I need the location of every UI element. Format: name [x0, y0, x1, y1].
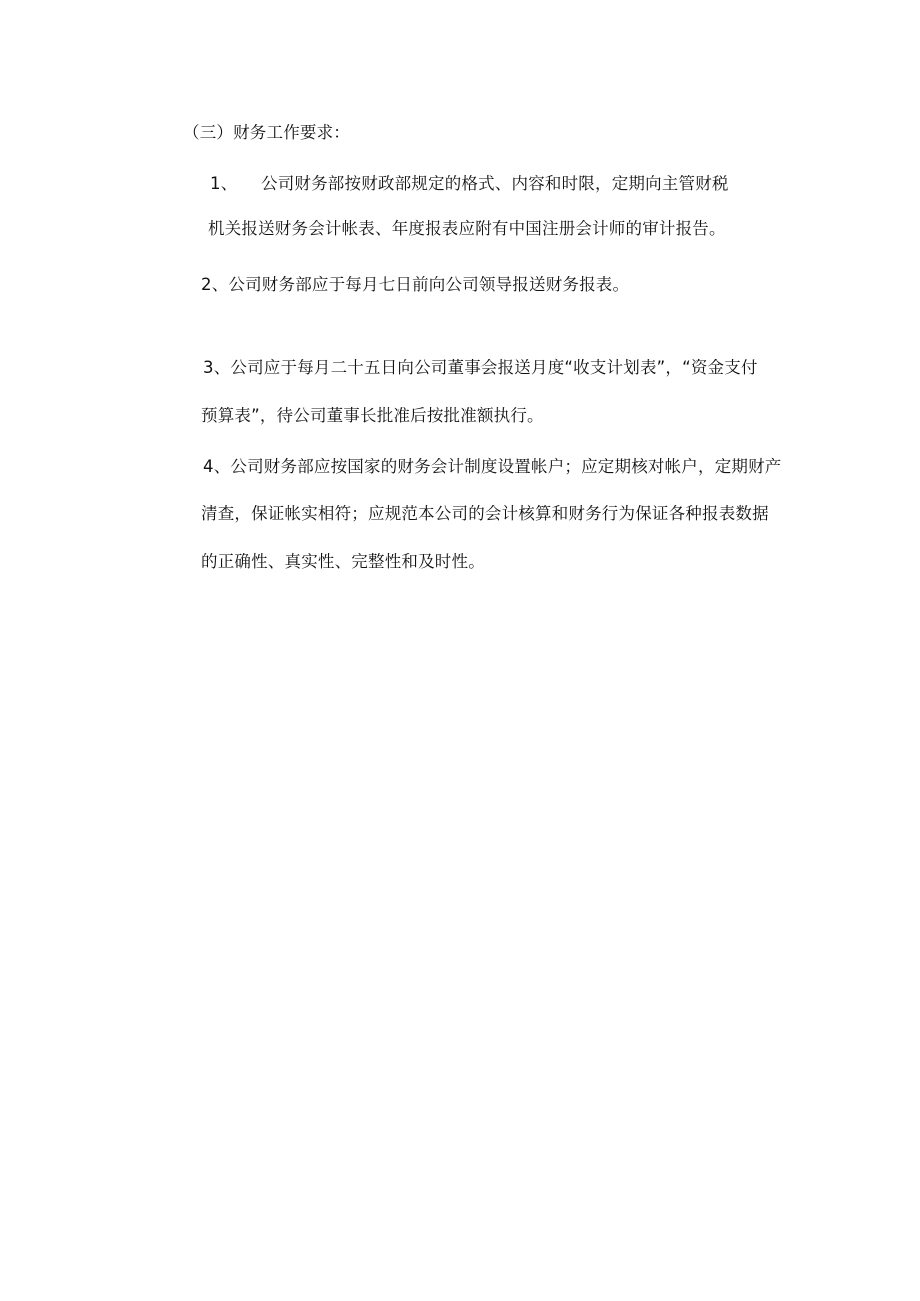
item-4-line-1: 4、公司财务部应按国家的财务会计制度设置帐户；应定期核对帐户，定期财产: [203, 457, 782, 476]
section-heading: （三）财务工作要求：: [183, 123, 350, 142]
item-2-line-1: 2、公司财务部应于每月七日前向公司领导报送财务报表。: [201, 275, 630, 294]
item-1-line-2: 机关报送财务会计帐表、年度报表应附有中国注册会计师的审计报告。: [208, 219, 726, 238]
item-4-line-3: 的正确性、真实性、完整性和及时性。: [201, 552, 485, 571]
item-3-line-2: 预算表”，待公司董事长批准后按批准额执行。: [201, 406, 544, 425]
item-3-line-1: 3、公司应于每月二十五日向公司董事会报送月度“收支计划表”，“资金支付: [203, 358, 758, 377]
item-4-line-2: 清查，保证帐实相符；应规范本公司的会计核算和财务行为保证各种报表数据: [201, 504, 769, 523]
item-1-number: 1、: [210, 174, 238, 193]
item-1-line-1: 公司财务部按财政部规定的格式、内容和时限，定期向主管财税: [261, 174, 729, 193]
